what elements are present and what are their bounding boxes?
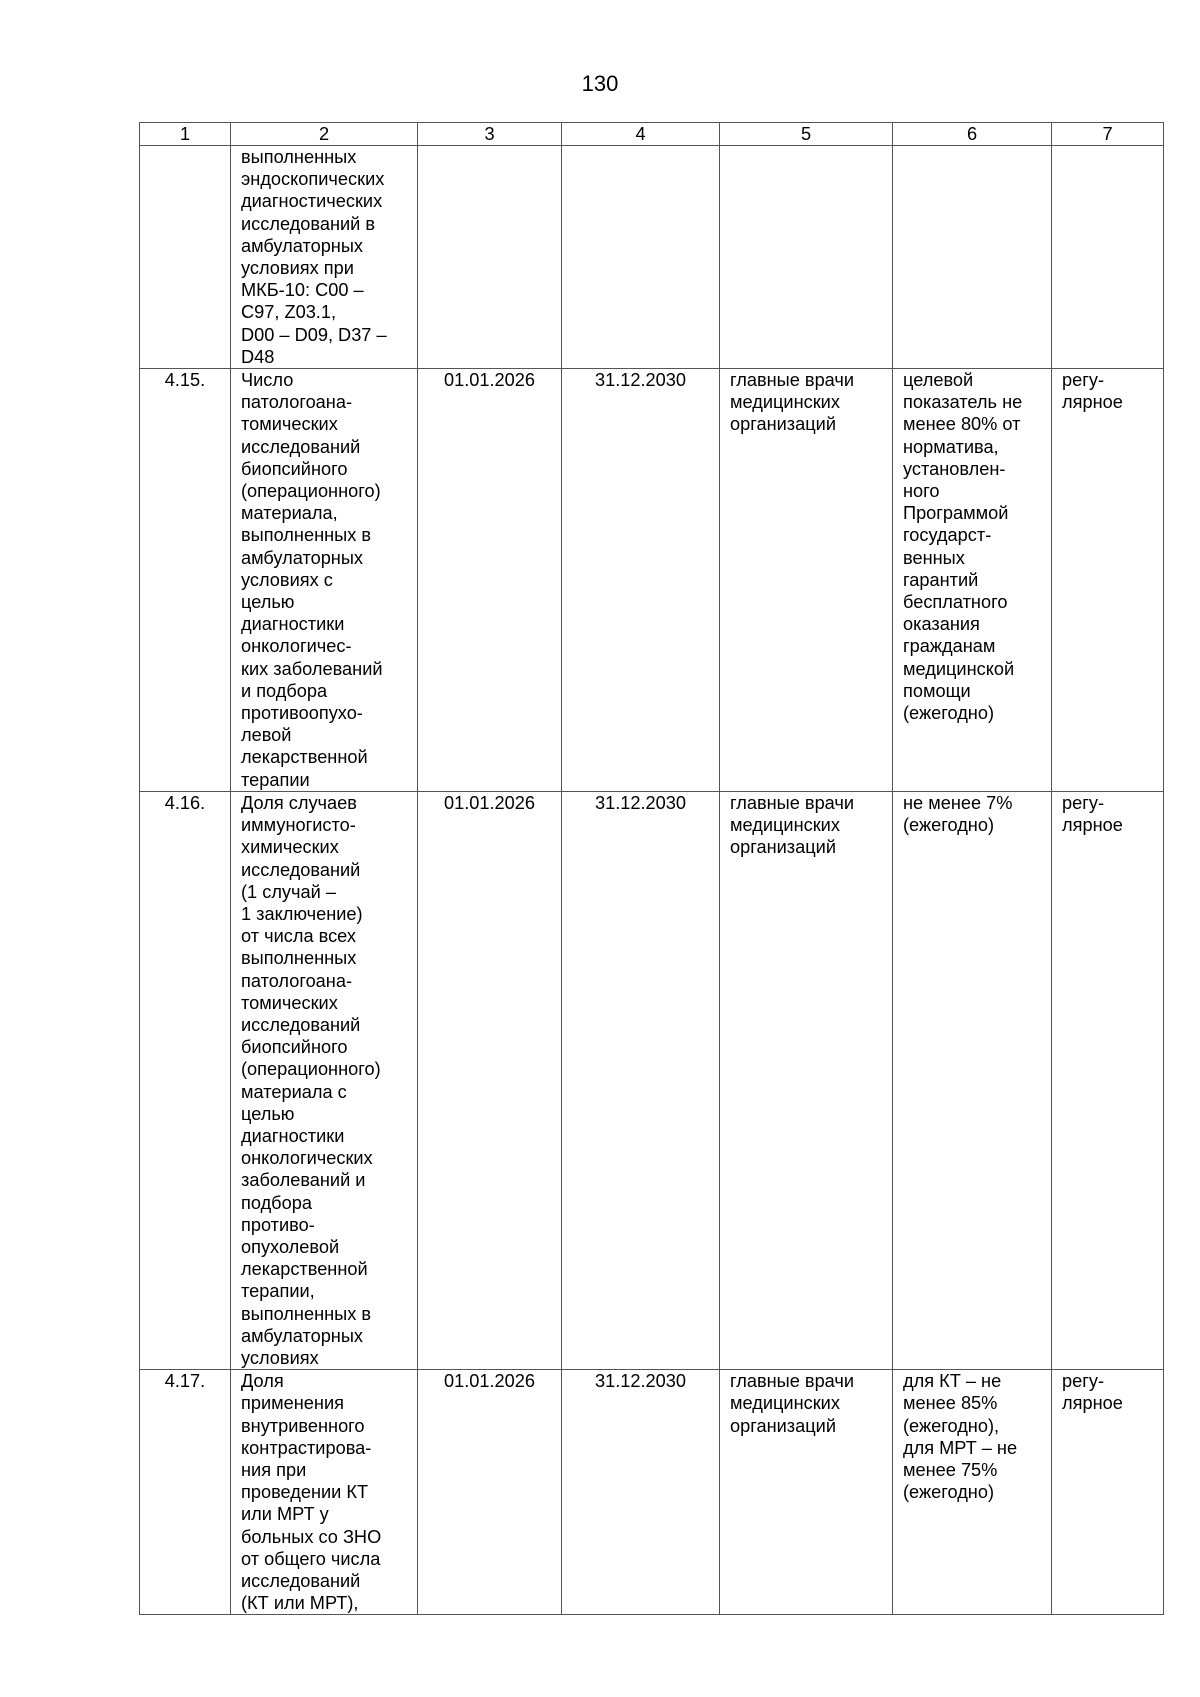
table-row — [140, 369, 1164, 792]
item-number: 4.15. — [140, 369, 231, 792]
periodicity: регу- лярное — [1052, 791, 1164, 1369]
end-date — [562, 146, 720, 369]
column-header-1: 1 — [140, 123, 231, 146]
start-date — [418, 146, 562, 369]
end-date: 31.12.2030 — [562, 1370, 720, 1615]
column-header-5: 5 — [720, 123, 893, 146]
item-name: Доля случаев иммуногисто- химических исследований (1 случай – 1 заключение) от числа всех выполненных патологоана- томических исследований биопсийного (операционного) материала с целью диагностики онкологических заболеваний и подбора противо- опухолевой лекарственной терапии, выполненных в амбулаторных условиях — [231, 791, 418, 1369]
responsible: главные врачи медицинских организаций — [720, 1370, 893, 1615]
column-header-3: 3 — [418, 123, 562, 146]
target-indicator: для КТ – не менее 85% (ежегодно), для МРТ – не менее 75% (ежегодно) — [893, 1370, 1052, 1615]
column-header-6: 6 — [893, 123, 1052, 146]
end-date: 31.12.2030 — [562, 791, 720, 1369]
target-indicator: целевой показатель не менее 80% от норматива, установлен- ного Программой государст- венных гарантий бесплатного оказания гражданам медицинской помощи (ежегодно) — [893, 369, 1052, 792]
periodicity: регу- лярное — [1052, 1370, 1164, 1615]
start-date: 01.01.2026 — [418, 791, 562, 1369]
item-number: 4.16. — [140, 791, 231, 1369]
periodicity — [1052, 146, 1164, 369]
column-header-2: 2 — [231, 123, 418, 146]
table-row — [140, 146, 1164, 369]
responsible — [720, 146, 893, 369]
responsible: главные врачи медицинских организаций — [720, 369, 893, 792]
item-name: Число патологоана- томических исследований биопсийного (операционного) материала, выполненных в амбулаторных условиях с целью диагностики онкологичес- ких заболеваний и подбора противоопухо- левой лекарственной терапии — [231, 369, 418, 792]
table-row — [140, 1370, 1164, 1615]
column-header-7: 7 — [1052, 123, 1164, 146]
column-header-4: 4 — [562, 123, 720, 146]
item-number: 4.17. — [140, 1370, 231, 1615]
item-name: Доля применения внутривенного контрастирова- ния при проведении КТ или МРТ у больных со ЗНО от общего числа исследований (КТ или МРТ), — [231, 1370, 418, 1615]
page-number: 130 — [581, 71, 619, 96]
end-date: 31.12.2030 — [562, 369, 720, 792]
table-row — [140, 791, 1164, 1369]
item-number — [140, 146, 231, 369]
item-name: выполненных эндоскопических диагностических исследований в амбулаторных условиях при МКБ-10: С00 – С97, Z03.1, D00 – D09, D37 – D48 — [231, 146, 418, 369]
start-date: 01.01.2026 — [418, 1370, 562, 1615]
header-row — [140, 123, 1164, 146]
periodicity: регу- лярное — [1052, 369, 1164, 792]
target-indicator — [893, 146, 1052, 369]
responsible: главные врачи медицинских организаций — [720, 791, 893, 1369]
target-indicator: не менее 7% (ежегодно) — [893, 791, 1052, 1369]
start-date: 01.01.2026 — [418, 369, 562, 792]
plan-table — [139, 122, 1164, 1615]
